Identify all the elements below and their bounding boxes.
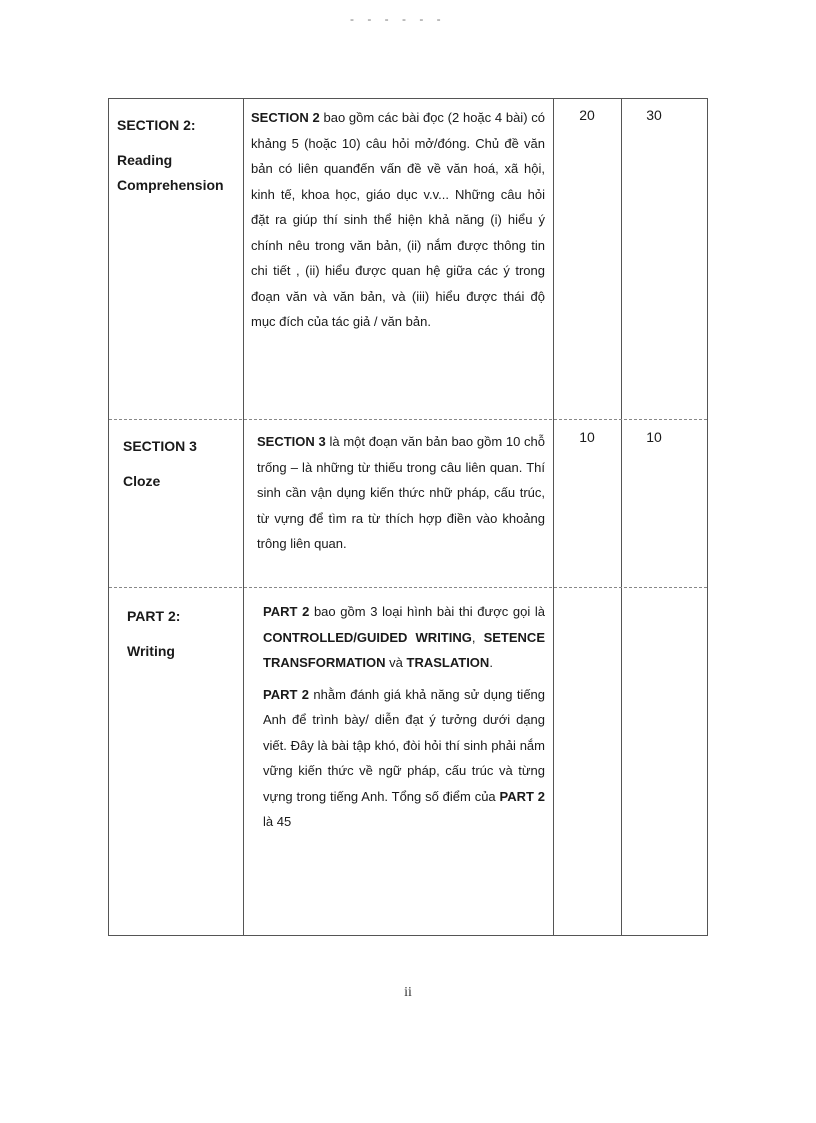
column-divider [243, 99, 244, 935]
column-divider [553, 99, 554, 935]
section-title: SECTION 3 [123, 438, 197, 454]
description-paragraph: PART 2 nhằm đánh giá khả năng sử dụng tiếng Anh để trình bày/ diễn đạt ý tưởng dưới dạng viết. Đây là bài tập khó, đòi hỏi thí sinh phải nắm vững kiến thức về ngữ pháp, cấu trúc và từng vựng trong tiếng Anh. Tổng số điểm của PART 2 là 45 [263, 686, 546, 829]
exam-structure-table [108, 98, 708, 936]
section-subtitle: Cloze [123, 473, 161, 489]
score-cell: 20 [579, 107, 595, 123]
row-label-section-3 [123, 434, 197, 494]
column-divider [621, 99, 622, 935]
row-description-part-2 [263, 599, 545, 835]
row-label-section-2 [117, 113, 224, 198]
header-mark: - - - - - - [350, 12, 446, 26]
score-cell: 10 [646, 429, 662, 445]
score-cell: 30 [646, 107, 662, 123]
row-description-section-3 [257, 429, 545, 557]
description-paragraph: SECTION 3 là một đoạn văn bản bao gồm 10 chỗ trống – là những từ thiếu trong câu liên quan. Thí sinh cần vận dụng kiến thức nhữ pháp, cấu trúc, từ vựng để tìm ra từ thích hợp điền vào khoảng trông liên quan. [257, 434, 546, 551]
row-label-part-2 [127, 604, 180, 664]
section-subtitle: Writing [127, 643, 175, 659]
description-paragraph: SECTION 2 bao gồm các bài đọc (2 hoặc 4 bài) có khảng 5 (hoặc 10) câu hỏi mở/đóng. Chủ đề văn bản có liên quanđến vấn đề về văn hoá, xã hội, kinh tế, khoa học, giáo dục v.v... Những câu hỏi đặt ra giúp thí sinh thể hiện khả năng (i) hiểu ý chính nêu trong văn bản, (ii) nắm được thông tin chi tiết , (ii) hiểu được quan hệ giữa các ý trong đoạn văn và văn bản, và (iii) hiểu được thái độ mục đích của tác giả / văn bản. [251, 110, 545, 329]
section-title: PART 2: [127, 608, 181, 624]
section-title: SECTION 2: [117, 117, 196, 133]
section-subtitle: Reading [117, 152, 173, 168]
row-divider [109, 419, 707, 420]
page-number: ii [404, 985, 412, 1000]
score-cell: 10 [579, 429, 595, 445]
section-subtitle: Comprehension [117, 177, 224, 193]
row-divider [109, 587, 707, 588]
description-paragraph: PART 2 bao gồm 3 loại hình bài thi được gọi là CONTROLLED/GUIDED WRITING, SETENCE TRANSFORMATION và TRASLATION. [263, 604, 546, 670]
row-description-section-2 [251, 105, 545, 335]
